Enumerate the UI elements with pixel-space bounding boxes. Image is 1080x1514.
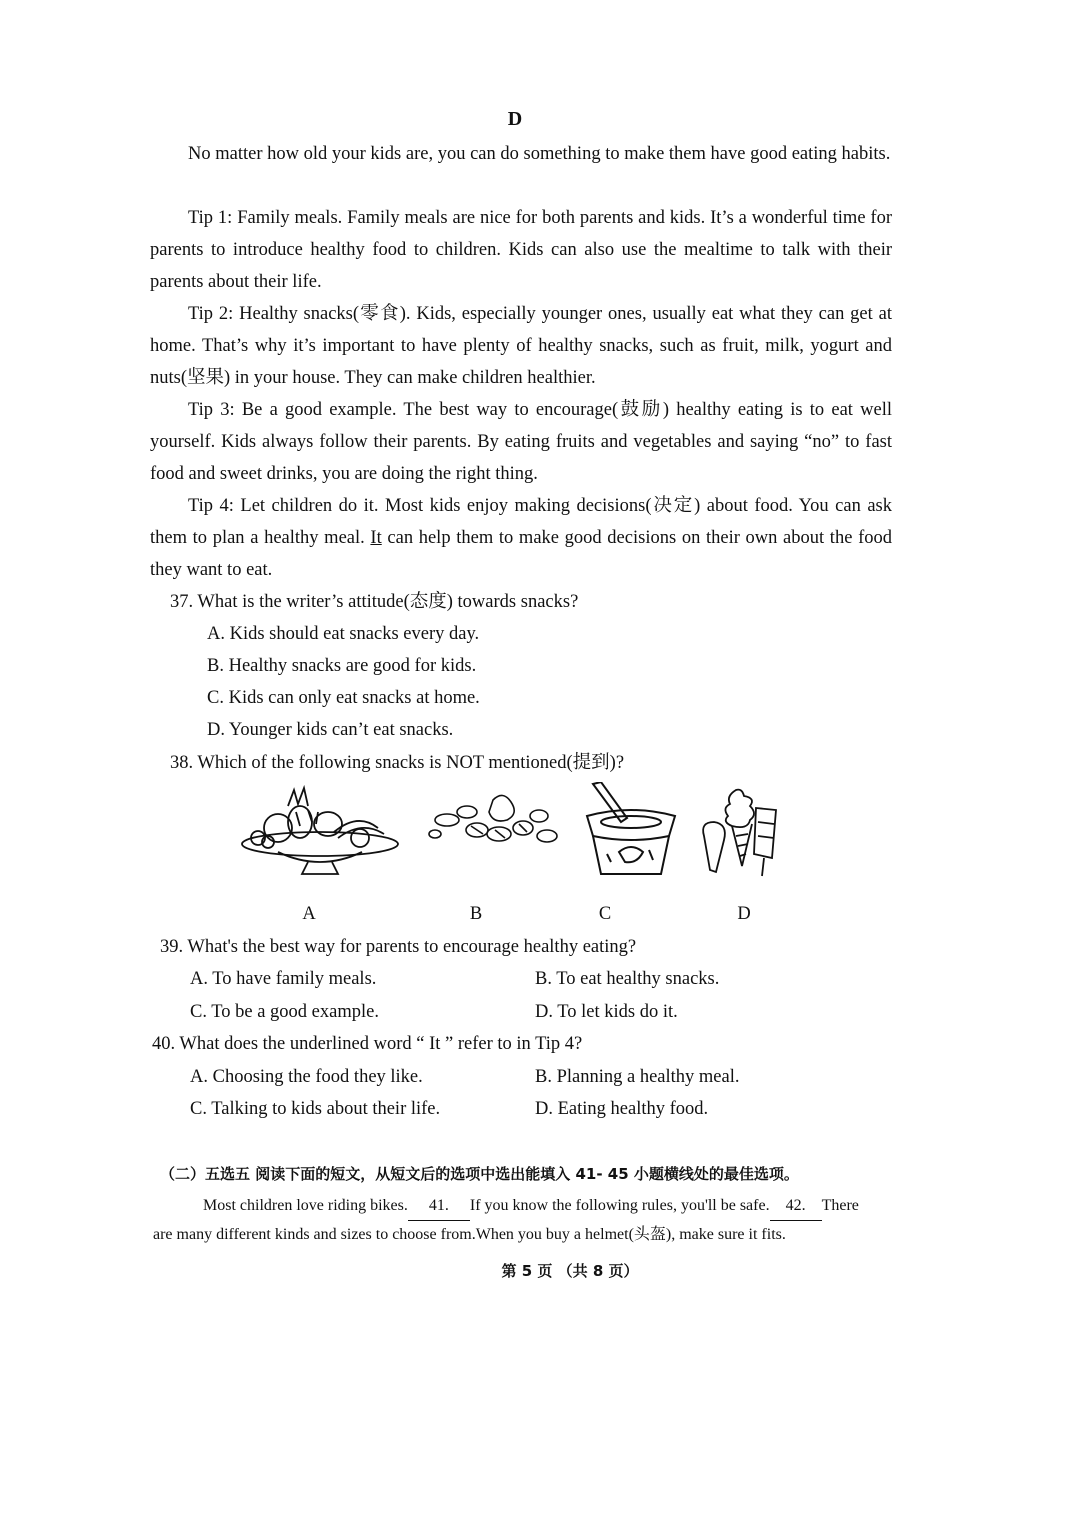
q37-option-c[interactable]: C. Kids can only eat snacks at home. [207,688,480,708]
q37-stem: 37. What is the writer’s attitude(态度) towards snacks? [170,592,579,612]
page-footer: 第 5 页 （共 8 页） [501,1262,639,1280]
q40-option-d[interactable]: D. Eating healthy food. [535,1099,709,1119]
passage-tip2 [150,298,892,394]
q38-stem: 38. Which of the following snacks is NOT mentioned(提到)? [170,753,625,773]
part2-text-c: There [821,1197,859,1214]
tip1-text: Tip 1: Family meals. Family meals are nice for both parents and kids. It’s a wonderful time for parents to introduce healthy food to children. Kids can also use the mealtime to talk with their parents about their life. [150,208,892,292]
q37-option-a[interactable]: A. Kids should eat snacks every day. [207,624,480,644]
q40-option-c[interactable]: C. Talking to kids about their life. [190,1099,441,1119]
part2-title: （二）五选五 阅读下面的短文，从短文后的选项中选出能填入 41- 45 小题横线处的最佳选项。 [160,1165,799,1183]
ice-cream-icon[interactable] [696,786,788,882]
passage-tip1 [150,202,892,298]
q39-option-c[interactable]: C. To be a good example. [190,1002,379,1022]
q39-option-b[interactable]: B. To eat healthy snacks. [535,969,720,989]
q37-option-b[interactable]: B. Healthy snacks are good for kids. [207,656,477,676]
q38-label-c: C [598,904,612,924]
part2-line1 [203,1191,859,1221]
q39-option-a[interactable]: A. To have family meals. [190,969,377,989]
tip3-text: Tip 3: Be a good example. The best way to encourage(鼓励) healthy eating is to eat well yourself. Kids always follow their parents. By eating fruits and vegetables and saying “no” to fast food and sweet drinks, you are doing the right thing. [150,400,892,484]
q40-stem: 40. What does the underlined word “ It ” refer to in Tip 4? [152,1034,583,1054]
passage-tip4 [150,490,892,586]
blank-42[interactable]: 42. [770,1191,822,1221]
q39-option-d[interactable]: D. To let kids do it. [535,1002,678,1022]
q40-option-b[interactable]: B. Planning a healthy meal. [535,1067,740,1087]
tip4-underlined-it: It [370,528,382,548]
q39-stem: 39. What's the best way for parents to encourage healthy eating? [160,937,637,957]
q38-label-a: A [302,904,316,924]
tip4-text-a: Tip 4: Let children do it. Most kids enjoy making decisions(决定) about food. You can ask them to plan a healthy meal. [150,496,892,548]
q38-label-b: B [469,904,483,924]
q37-option-d[interactable]: D. Younger kids can’t eat snacks. [207,720,454,740]
part2-text-b: If you know the following rules, you'll be safe. [469,1197,770,1214]
tip2-text: Tip 2: Healthy snacks(零食). Kids, especially younger ones, usually eat what they can get at home. That’s why it’s important to have plenty of healthy snacks, such as fruit, milk, yogurt and nuts(坚果) in your house. They can make children healthier. [150,304,892,388]
section-title: D [507,108,523,130]
tip4-text-b: can help them to make good decisions on their own about the food they want to eat. [150,528,892,580]
q38-label-d: D [737,904,751,924]
yogurt-cup-icon[interactable] [583,782,679,878]
nuts-icon[interactable] [427,790,559,848]
part2-text-a: Most children love riding bikes. [203,1197,408,1214]
q40-option-a[interactable]: A. Choosing the food they like. [190,1067,423,1087]
intro-text: No matter how old your kids are, you can do something to make them have good eating habits. [188,144,891,164]
passage-tip3 [150,394,892,490]
blank-41[interactable]: 41. [408,1191,470,1221]
passage-intro [150,138,892,170]
fruit-bowl-icon[interactable] [238,782,402,878]
part2-line2: are many different kinds and sizes to choose from.When you buy a helmet(头盔), make sure it fits. [153,1226,786,1243]
